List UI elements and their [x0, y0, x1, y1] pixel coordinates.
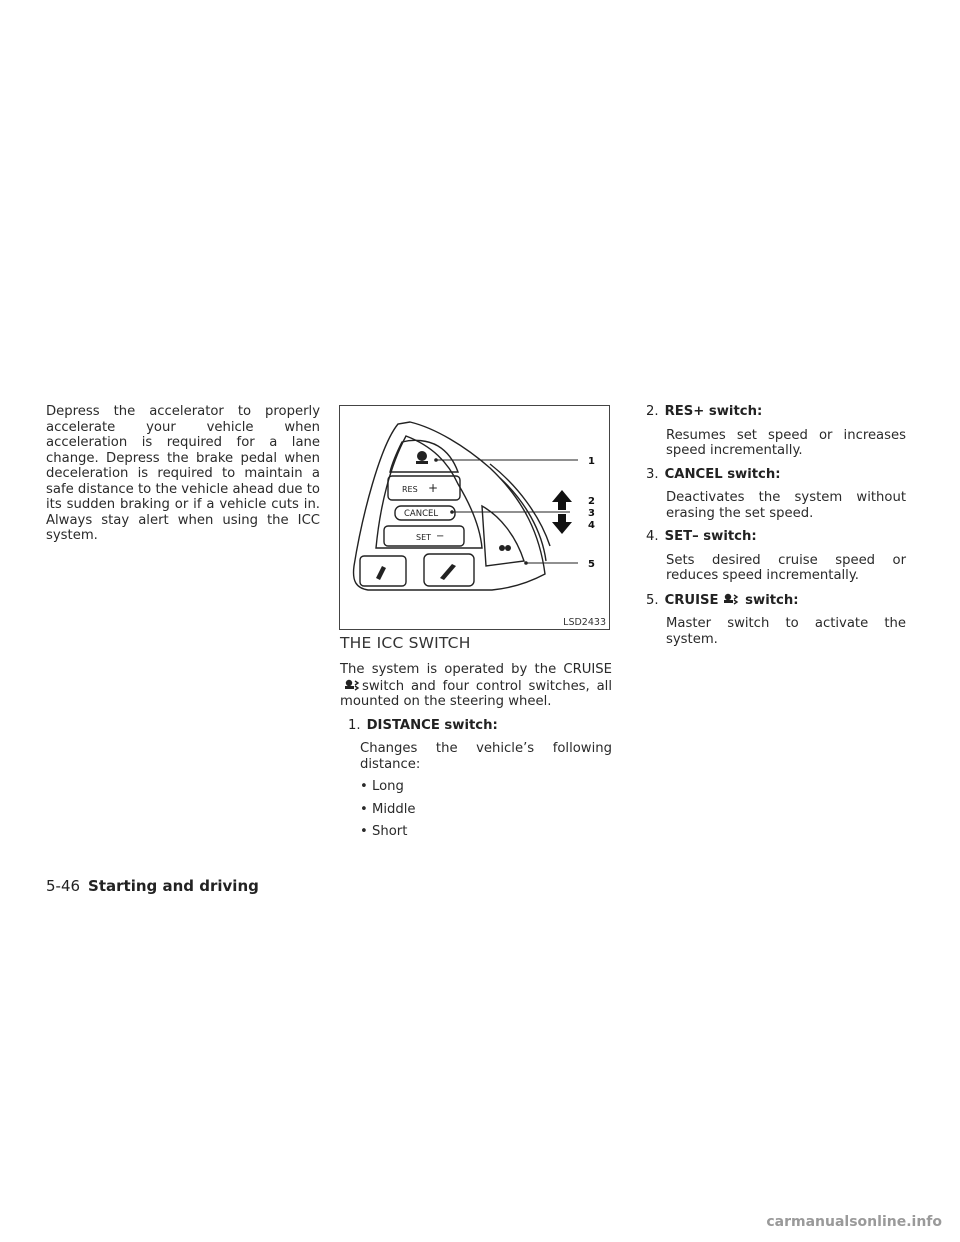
item-set: [646, 529, 906, 584]
watermark: carmanualsonline.info: [766, 1213, 942, 1230]
icc-switch-section: [340, 634, 612, 840]
item-body: Master switch to activate the system.: [666, 616, 906, 647]
cruise-icon: [340, 678, 362, 692]
item-res: [646, 404, 906, 459]
page-number: 5-46: [46, 877, 81, 895]
bullet-short: • Short: [360, 824, 408, 839]
item-number: 2.: [646, 404, 659, 419]
item-number: 1.: [348, 717, 361, 733]
cruise-icon: [719, 592, 741, 606]
section-intro-after: switch and four control switches, all mounted on the steering wheel.: [340, 678, 612, 709]
intro-paragraph: [46, 404, 320, 544]
item-res-heading: [646, 404, 906, 420]
set-label: SET: [416, 533, 432, 542]
callout-5: 5: [588, 559, 595, 570]
figure-code: LSD2433: [563, 617, 606, 628]
item-title-suffix: switch:: [745, 592, 799, 608]
item-distance: [340, 718, 612, 840]
cancel-label: CANCEL: [404, 509, 439, 519]
item-title: SET– switch:: [664, 529, 757, 544]
item-title: CANCEL switch:: [664, 466, 781, 482]
item-number: 4.: [646, 529, 659, 544]
callout-1: 1: [588, 456, 595, 467]
steering-switch-drawing: [340, 406, 609, 629]
callout-2: 2: [588, 496, 595, 507]
item-body: Resumes set speed or increases speed incrementally.: [666, 427, 906, 458]
item-body: Changes the vehicle’s following distance:: [360, 741, 612, 772]
section-intro: [340, 662, 612, 710]
switch-illustration: [339, 405, 610, 630]
section-title: THE ICC SWITCH: [340, 634, 471, 652]
bullet-long: • Long: [360, 779, 404, 794]
footer-section: Starting and driving: [88, 877, 259, 895]
switch-list: [646, 404, 906, 647]
section-intro-before: The system is operated by the CRUISE: [340, 662, 612, 677]
item-cancel-heading: [646, 467, 906, 483]
page-footer: [46, 877, 259, 895]
item-distance-heading: [348, 718, 612, 734]
callout-3: 3: [588, 508, 595, 519]
item-title: RES+ switch:: [664, 404, 763, 419]
item-body: Deactivates the system without erasing the set speed.: [666, 490, 906, 521]
item-title: CRUISE: [664, 592, 719, 608]
intro-text: Depress the accelerator to properly accelerate your vehicle when acceleration is required for a lane change. Depress the brake pedal when deceleration is required to maintain a safe distance to the vehicle ahead due to its sudden braking or if a vehicle cuts in. Always stay alert when using the ICC system.: [46, 404, 320, 543]
item-body: Sets desired cruise speed or reduces speed incrementally.: [666, 552, 906, 583]
bullet-middle: • Middle: [360, 801, 416, 817]
plus-sign: +: [428, 481, 439, 495]
item-cruise-heading: [646, 592, 906, 609]
callout-4: 4: [588, 520, 595, 531]
item-cruise: [646, 592, 906, 648]
item-set-heading: [646, 529, 906, 545]
item-number: 3.: [646, 466, 659, 482]
item-number: 5.: [646, 592, 659, 608]
item-cancel: [646, 467, 906, 522]
item-title: DISTANCE switch:: [366, 717, 498, 733]
minus-sign: −: [436, 531, 445, 542]
res-label: RES: [402, 485, 418, 494]
